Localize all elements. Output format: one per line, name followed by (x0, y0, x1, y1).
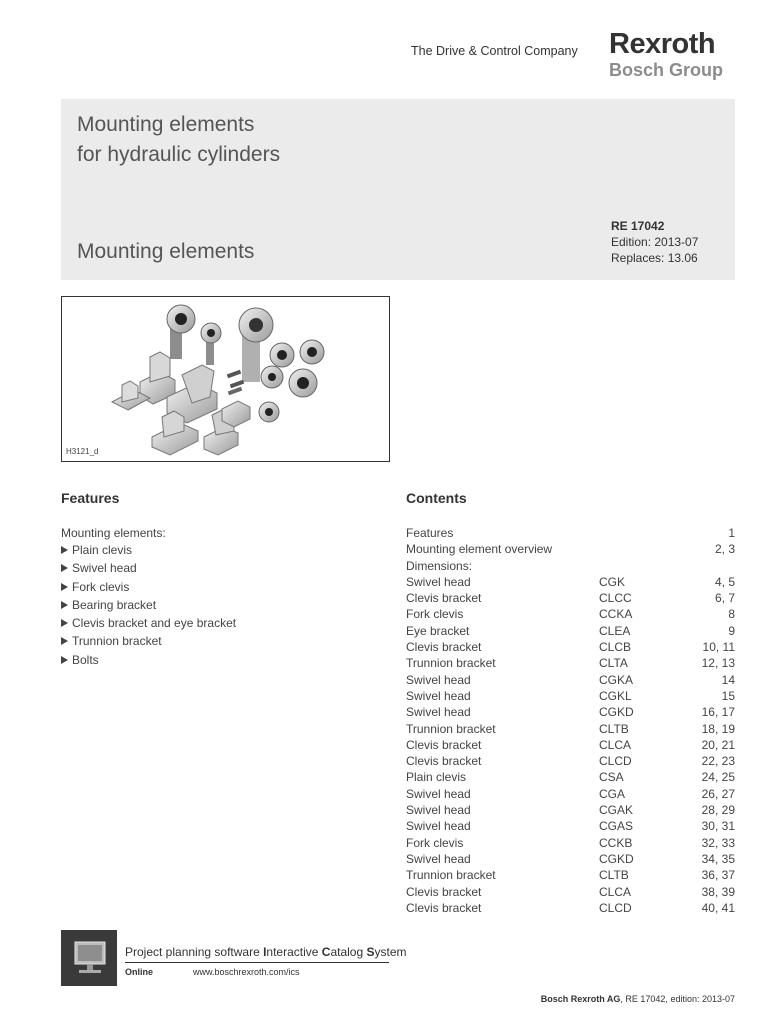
features-list (61, 541, 236, 669)
contents-row (406, 884, 735, 900)
contents-entry-title: Trunnion bracket (406, 868, 496, 883)
contents-entry-code: CGKD (599, 851, 634, 866)
contents-row (406, 606, 735, 622)
contents-row (406, 590, 735, 606)
contents-entry-pages: 36, 37 (701, 868, 735, 883)
contents-entry-pages: 6, 7 (714, 591, 735, 606)
contents-row (406, 558, 735, 574)
contents-row (406, 753, 735, 769)
contents-entry-pages: 26, 27 (701, 786, 735, 801)
feature-item: Clevis bracket and eye bracket (61, 614, 236, 632)
contents-row (406, 769, 735, 785)
document-subtitle: Mounting elements (77, 240, 255, 263)
contents-entry-code: CGAS (599, 819, 634, 834)
brand-name: Rexroth (609, 28, 716, 60)
contents-entry-title: Swivel head (406, 705, 471, 720)
contents-row (406, 541, 735, 557)
ics-divider (125, 962, 389, 963)
contents-entry-title: Eye bracket (406, 623, 470, 638)
monitor-icon (61, 930, 117, 986)
re-number: RE 17042 (611, 219, 665, 233)
contents-entry-code: CLCA (599, 884, 632, 899)
contents-entry-pages: 28, 29 (701, 803, 735, 818)
contents-row (406, 704, 735, 720)
contents-entry-code: CGKL (599, 688, 632, 703)
contents-entry-code: CLTB (599, 868, 629, 883)
contents-entry-title: Fork clevis (406, 607, 464, 622)
contents-row (406, 672, 735, 688)
contents-entry-code: CSA (599, 770, 624, 785)
bullet-triangle-icon (61, 546, 68, 554)
ics-title: Project planning software Interactive Catalog System (125, 945, 407, 959)
contents-entry-title: Clevis bracket (406, 640, 482, 655)
ics-url-link[interactable]: www.boschrexroth.com/ics (193, 967, 300, 977)
contents-row (406, 737, 735, 753)
contents-entry-title: Clevis bracket (406, 900, 482, 915)
contents-row (406, 721, 735, 737)
contents-row (406, 802, 735, 818)
contents-entry-title: Clevis bracket (406, 754, 482, 769)
feature-item: Fork clevis (61, 578, 236, 596)
contents-row (406, 851, 735, 867)
contents-entry-title: Trunnion bracket (406, 656, 496, 671)
contents-entry-code: CGK (599, 574, 626, 589)
image-code: H3121_d (66, 447, 99, 456)
contents-row (406, 867, 735, 883)
contents-row (406, 786, 735, 802)
contents-entry-pages: 4, 5 (714, 574, 735, 589)
contents-row (406, 835, 735, 851)
contents-entry-code: CGKA (599, 672, 634, 687)
contents-entry-code: CGA (599, 786, 626, 801)
features-heading: Features (61, 490, 120, 506)
bullet-triangle-icon (61, 564, 68, 572)
contents-entry-code: CGAK (599, 803, 634, 818)
contents-entry-title: Dimensions: (406, 558, 473, 573)
features-intro: Mounting elements: (61, 526, 166, 540)
contents-entry-code: CLCC (599, 591, 632, 606)
ics-software-image (61, 930, 117, 986)
edition: Edition: 2013-07 (611, 235, 699, 249)
contents-heading: Contents (406, 490, 467, 506)
contents-entry-pages: 34, 35 (701, 851, 735, 866)
contents-entry-pages: 1 (728, 526, 735, 540)
contents-entry-pages: 32, 33 (701, 835, 735, 850)
bullet-triangle-icon (61, 583, 68, 591)
contents-row (406, 623, 735, 639)
contents-entry-title: Swivel head (406, 803, 471, 818)
contents-entry-title: Plain clevis (406, 770, 467, 785)
title-line-2: for hydraulic cylinders (77, 143, 281, 166)
company-tagline: The Drive & Control Company (411, 44, 578, 58)
contents-entry-pages: 14 (721, 672, 735, 687)
contents-row (406, 655, 735, 671)
bullet-triangle-icon (61, 656, 68, 664)
feature-item: Plain clevis (61, 541, 236, 559)
table-of-contents (406, 525, 735, 916)
contents-entry-pages: 12, 13 (701, 656, 735, 671)
contents-entry-code: CCKA (599, 607, 633, 622)
contents-entry-pages: 8 (728, 607, 735, 622)
contents-entry-title: Features (406, 526, 454, 540)
contents-entry-code: CGKD (599, 705, 634, 720)
ics-online-label: Online (125, 967, 154, 977)
contents-entry-code: CLTB (599, 721, 629, 736)
feature-item: Bearing bracket (61, 596, 236, 614)
contents-row (406, 639, 735, 655)
contents-row (406, 525, 735, 541)
contents-entry-code: CLCA (599, 737, 632, 752)
title-line-1: Mounting elements (77, 113, 255, 136)
brand-group: Bosch Group (609, 60, 724, 80)
contents-entry-title: Swivel head (406, 688, 471, 703)
brand-logo (609, 29, 739, 80)
contents-entry-title: Swivel head (406, 851, 471, 866)
bullet-triangle-icon (61, 619, 68, 627)
page-footer: Bosch Rexroth AG, RE 17042, edition: 2013-07 (540, 994, 735, 1004)
feature-item: Swivel head (61, 559, 236, 577)
contents-entry-title: Mounting element overview (406, 542, 553, 557)
contents-row (406, 688, 735, 704)
contents-entry-title: Clevis bracket (406, 737, 482, 752)
contents-row (406, 818, 735, 834)
replaces: Replaces: 13.06 (611, 251, 698, 265)
contents-entry-pages: 30, 31 (701, 819, 735, 834)
contents-entry-code: CLCD (599, 754, 632, 769)
contents-entry-title: Swivel head (406, 574, 471, 589)
feature-item: Trunnion bracket (61, 632, 236, 650)
contents-entry-pages: 24, 25 (701, 770, 735, 785)
document-reference (611, 218, 698, 266)
contents-entry-pages: 38, 39 (701, 884, 735, 899)
contents-entry-code: CLEA (599, 623, 631, 638)
contents-entry-code: CLCD (599, 900, 632, 915)
contents-entry-code: CCKB (599, 835, 633, 850)
contents-entry-title: Swivel head (406, 672, 471, 687)
contents-row (406, 900, 735, 916)
document-title (77, 110, 280, 170)
contents-entry-title: Clevis bracket (406, 591, 482, 606)
contents-entry-pages: 2, 3 (714, 542, 735, 557)
contents-entry-title: Swivel head (406, 819, 471, 834)
feature-item: Bolts (61, 651, 236, 669)
contents-row (406, 574, 735, 590)
mounting-elements-illustration (62, 297, 389, 461)
contents-entry-pages: 18, 19 (701, 721, 735, 736)
contents-entry-pages: 15 (721, 688, 735, 703)
product-image (61, 296, 390, 462)
contents-entry-pages: 10, 11 (702, 640, 735, 655)
contents-entry-pages: 20, 21 (701, 737, 735, 752)
contents-entry-title: Swivel head (406, 786, 471, 801)
bullet-triangle-icon (61, 637, 68, 645)
contents-entry-title: Clevis bracket (406, 884, 482, 899)
bullet-triangle-icon (61, 601, 68, 609)
contents-entry-pages: 16, 17 (701, 705, 735, 720)
contents-entry-title: Trunnion bracket (406, 721, 496, 736)
contents-entry-title: Fork clevis (406, 835, 464, 850)
contents-entry-pages: 40, 41 (701, 900, 735, 915)
contents-entry-pages: 9 (728, 623, 735, 638)
contents-entry-code: CLCB (599, 640, 632, 655)
contents-entry-pages: 22, 23 (701, 754, 735, 769)
contents-entry-code: CLTA (599, 656, 628, 671)
